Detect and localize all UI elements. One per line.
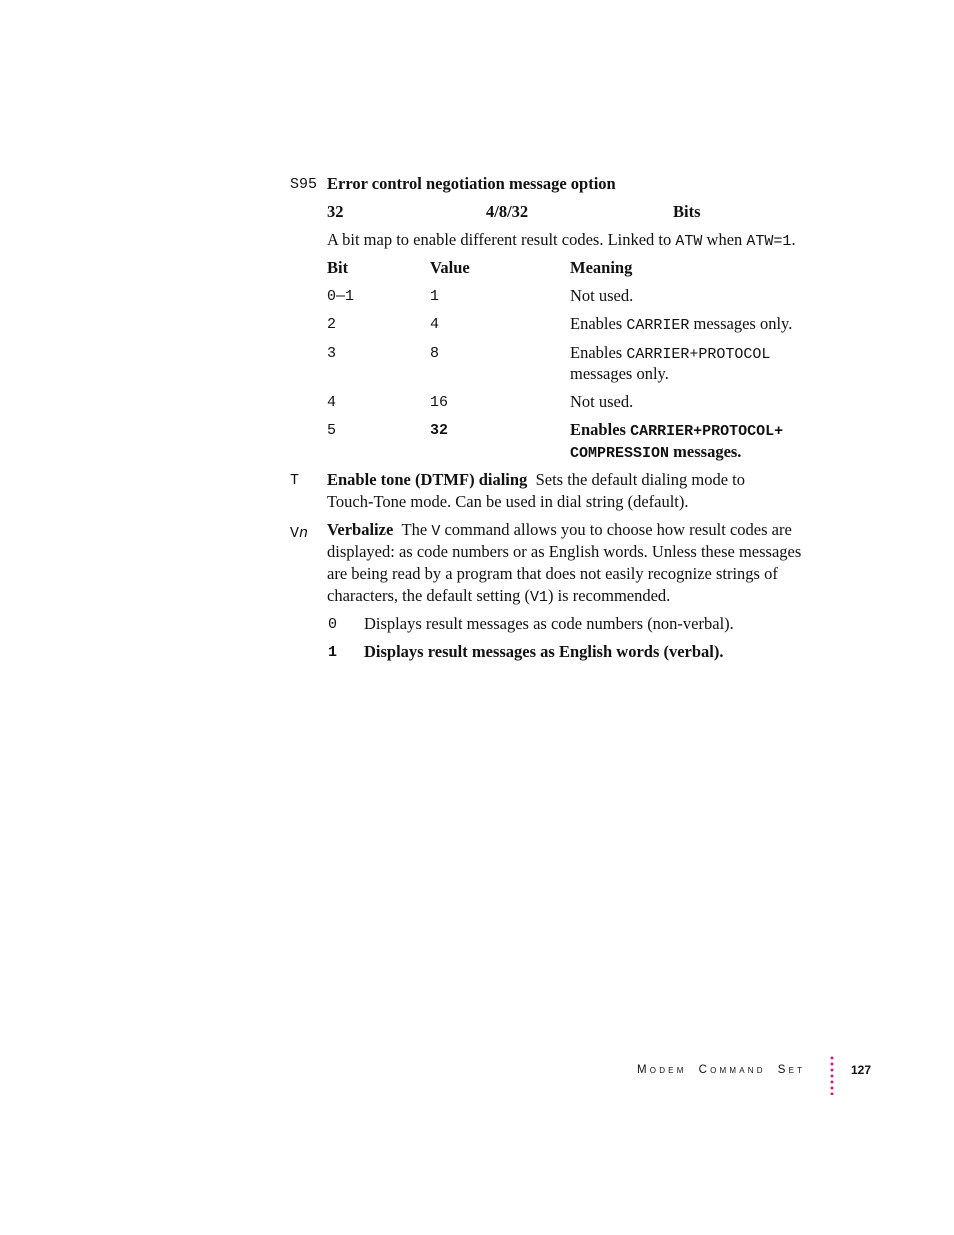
vn-option-text: Displays result messages as English words (verbal). bbox=[364, 642, 724, 661]
s95-title: Error control negotiation message option bbox=[327, 174, 616, 193]
vn-line1: Verbalize The V command allows you to choose how result codes are bbox=[327, 520, 792, 540]
vn-line2: displayed: as code numbers or as English words. Unless these messages bbox=[327, 542, 802, 561]
table-cell-meaning-cont: messages only. bbox=[570, 364, 669, 383]
table-cell-bit: 4 bbox=[327, 394, 337, 411]
table-cell-meaning: Enables CARRIER messages only. bbox=[570, 314, 793, 334]
table-cell-meaning: Enables CARRIER+PROTOCOL bbox=[570, 343, 771, 363]
table-cell-value: 8 bbox=[430, 345, 440, 362]
table-cell-bit: 5 bbox=[327, 422, 337, 439]
table-header-value: Value bbox=[430, 258, 470, 277]
table-cell-bit: 0—1 bbox=[327, 288, 355, 305]
s95-default: 32 bbox=[327, 202, 344, 221]
s95-units: Bits bbox=[673, 202, 701, 221]
vn-line3: are being read by a program that does not easily recognize strings of bbox=[327, 564, 778, 583]
vn-option-code: 0 bbox=[328, 616, 338, 633]
page-number: 127 bbox=[851, 1063, 872, 1077]
table-cell-value: 16 bbox=[430, 394, 449, 411]
vn-option-code: 1 bbox=[328, 644, 338, 661]
dotted-divider bbox=[830, 1055, 834, 1095]
table-cell-bit: 2 bbox=[327, 316, 337, 333]
table-cell-value: 4 bbox=[430, 316, 440, 333]
t-line1: Enable tone (DTMF) dialing Sets the default dialing mode to bbox=[327, 470, 745, 489]
table-cell-bit: 3 bbox=[327, 345, 337, 362]
vn-line4: characters, the default setting (V1) is recommended. bbox=[327, 586, 671, 606]
command-vn: Vn bbox=[290, 525, 309, 542]
table-cell-value: 1 bbox=[430, 288, 440, 305]
running-footer-title: MODEM COMMAND SET bbox=[637, 1064, 806, 1076]
s95-description: A bit map to enable different result codes. Linked to ATW when ATW=1. bbox=[327, 230, 796, 250]
register-s95: S95 bbox=[290, 176, 318, 193]
table-header-meaning: Meaning bbox=[570, 258, 633, 277]
table-cell-meaning: Not used. bbox=[570, 286, 634, 305]
command-t: T bbox=[290, 472, 300, 489]
t-line2: Touch-Tone mode. Can be used in dial string (default). bbox=[327, 492, 689, 511]
table-cell-meaning: Not used. bbox=[570, 392, 634, 411]
table-cell-value: 32 bbox=[430, 422, 449, 439]
table-cell-meaning-cont: COMPRESSION messages. bbox=[570, 442, 742, 462]
vn-option-text: Displays result messages as code numbers (non-verbal). bbox=[364, 614, 734, 633]
table-header-bit: Bit bbox=[327, 258, 349, 277]
s95-range: 4/8/32 bbox=[486, 202, 529, 221]
table-cell-meaning: Enables CARRIER+PROTOCOL+ bbox=[570, 420, 784, 440]
